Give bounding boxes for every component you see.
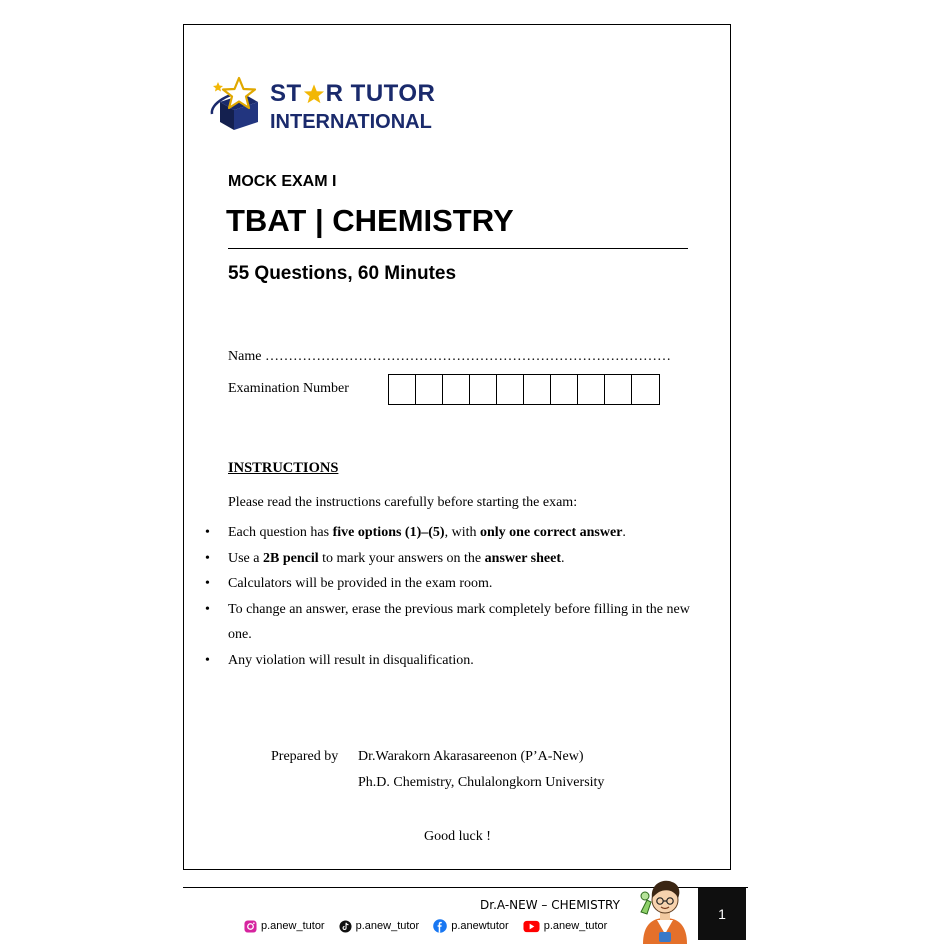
- exam-number-box[interactable]: [632, 375, 659, 404]
- exam-subtitle: 55 Questions, 60 Minutes: [228, 263, 457, 284]
- exam-number-box[interactable]: [470, 375, 497, 404]
- tiktok-link[interactable]: p.anew_tutor: [339, 918, 420, 934]
- logo-word-st: ST: [270, 80, 302, 107]
- instruction-item-continuation: one.: [228, 627, 252, 642]
- logo-word-rtutor: R TUTOR: [325, 80, 436, 107]
- instagram-link[interactable]: p.anew_tutor: [244, 918, 325, 934]
- star-box-logo-icon: [208, 76, 270, 132]
- exam-label: MOCK EXAM I: [228, 173, 337, 190]
- instruction-item: • Calculators will be provided in the exam room.: [205, 576, 493, 591]
- logo-wordmark-line1: [270, 80, 435, 108]
- youtube-icon: [523, 920, 540, 933]
- name-blank-line: ……………………………………………………………………………: [264, 349, 671, 364]
- exam-number-box[interactable]: [443, 375, 470, 404]
- instagram-icon: [244, 920, 257, 933]
- instruction-item: • Each question has five options (1)–(5), with only one correct answer.: [205, 525, 626, 540]
- exam-number-box[interactable]: [497, 375, 524, 404]
- exam-number-boxes: [388, 374, 660, 405]
- title-divider: [228, 248, 688, 249]
- logo-star-icon: [303, 83, 325, 105]
- exam-number-label: Examination Number: [228, 381, 349, 396]
- footer-brand: Dr.A-NEW – CHEMISTRY: [480, 898, 620, 912]
- youtube-link[interactable]: p.anew_tutor: [523, 918, 608, 934]
- tutor-avatar-icon: [637, 874, 693, 944]
- closing-message: Good luck !: [424, 829, 491, 844]
- tiktok-icon: [339, 920, 352, 933]
- exam-number-box[interactable]: [524, 375, 551, 404]
- instruction-item: • Use a 2B pencil to mark your answers on the answer sheet.: [205, 550, 565, 566]
- exam-number-box[interactable]: [389, 375, 416, 404]
- instructions-list: [205, 520, 725, 673]
- page-frame: [183, 24, 731, 870]
- facebook-link[interactable]: p.anewtutor: [433, 918, 508, 934]
- logo-wordmark-line2: INTERNATIONAL: [270, 111, 432, 133]
- instruction-item: • Any violation will result in disqualification.: [205, 652, 474, 668]
- name-label: Name: [228, 349, 262, 364]
- prepared-by-label: Prepared by: [271, 749, 339, 764]
- author-name: Dr.Warakorn Akarasareenon (P’A-New): [358, 749, 584, 764]
- page-number: 1: [698, 888, 746, 940]
- footer-socials: [244, 918, 607, 934]
- exam-number-box[interactable]: [551, 375, 578, 404]
- exam-number-box[interactable]: [416, 375, 443, 404]
- instructions-intro: Please read the instructions carefully before starting the exam:: [228, 495, 578, 510]
- exam-number-box[interactable]: [605, 375, 632, 404]
- exam-number-box[interactable]: [578, 375, 605, 404]
- name-field-row: [228, 348, 671, 366]
- page-title: TBAT | CHEMISTRY: [226, 203, 514, 238]
- instructions-heading: INSTRUCTIONS: [228, 460, 339, 476]
- instruction-item: • To change an answer, erase the previous mark completely before filling in the new: [205, 601, 690, 617]
- facebook-icon: [433, 919, 447, 933]
- author-degree: Ph.D. Chemistry, Chulalongkorn University: [358, 775, 605, 790]
